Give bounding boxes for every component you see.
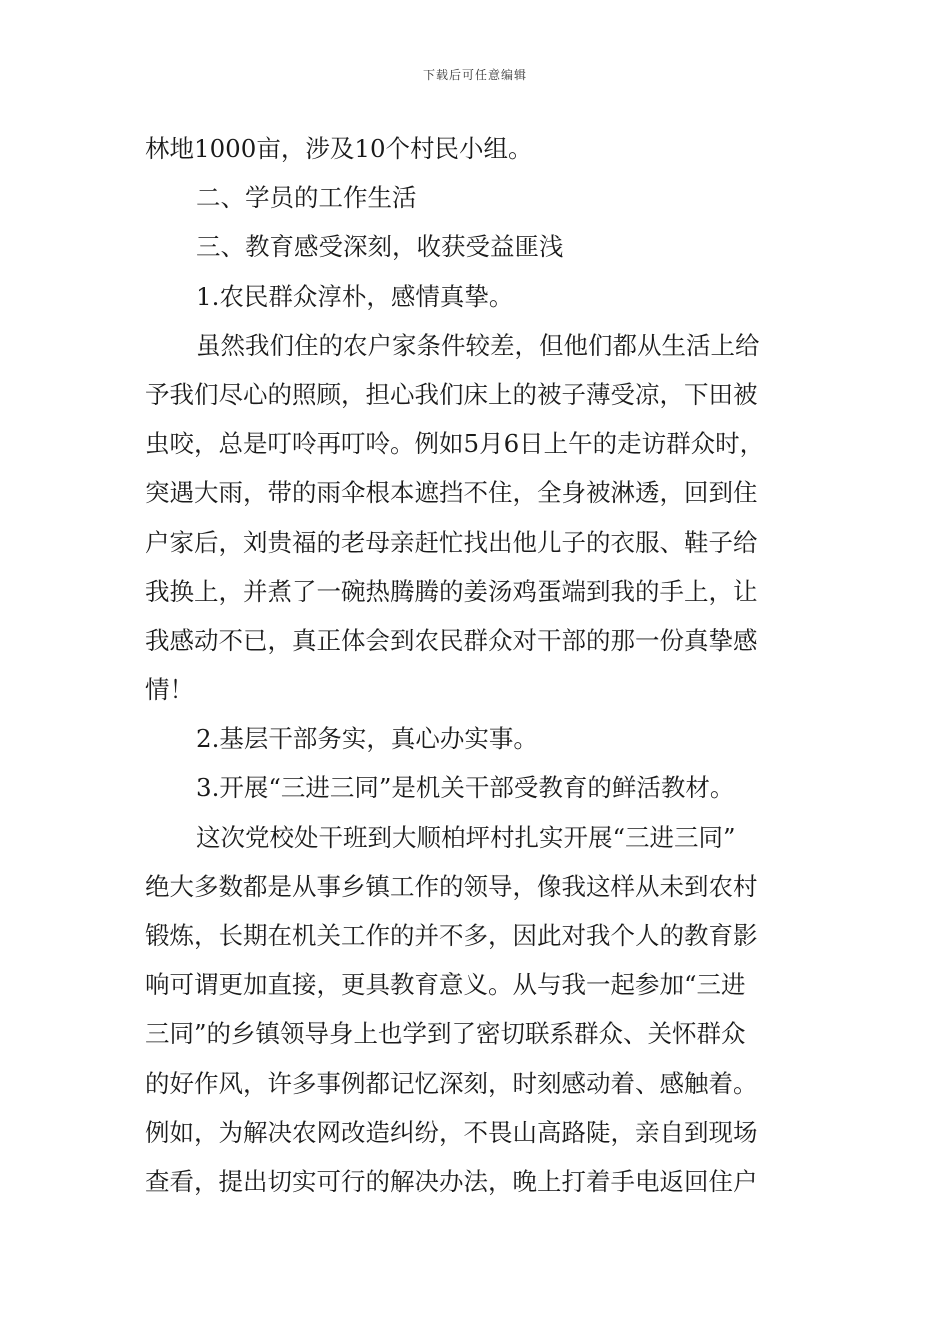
text-line: 突遇大雨，带的雨伞根本遮挡不住，全身被淋透，回到住 bbox=[145, 478, 758, 508]
text-line: 查看，提出切实可行的解决办法，晚上打着手电返回住户 bbox=[145, 1166, 758, 1196]
text-line: 二、学员的工作生活 bbox=[196, 183, 417, 213]
document-body bbox=[145, 124, 809, 1206]
page-header: 下载后可任意编辑 bbox=[422, 68, 527, 82]
text-line: 绝大多数都是从事乡镇工作的领导，像我这样从未到农村 bbox=[145, 871, 758, 901]
text-line: 林地1000亩，涉及10个村民小组。 bbox=[145, 134, 533, 163]
text-line: 3.开展“三进三同”是机关干部受教育的鲜活教材。 bbox=[196, 773, 735, 803]
text-line: 我感动不已，真正体会到农民群众对干部的那一份真挚感 bbox=[145, 625, 758, 655]
text-line: 响可谓更加直接，更具教育意义。从与我一起参加“三进 bbox=[145, 970, 746, 1000]
text-line: 1.农民群众淳朴，感情真挚。 bbox=[196, 281, 514, 311]
text-line: 三、教育感受深刻，收获受益匪浅 bbox=[196, 232, 564, 262]
text-line: 2.基层干部务实，真心办实事。 bbox=[196, 724, 538, 754]
text-line: 户家后，刘贵福的老母亲赶忙找出他儿子的衣服、鞋子给 bbox=[145, 527, 758, 557]
text-line: 这次党校处干班到大顺柏坪村扎实开展“三进三同” bbox=[196, 822, 736, 852]
text-line: 情！ bbox=[145, 675, 194, 705]
text-line: 我换上，并煮了一碗热腾腾的姜汤鸡蛋端到我的手上，让 bbox=[145, 576, 758, 606]
text-line: 虫咬，总是叮呤再叮呤。例如5月6日上午的走访群众时， bbox=[145, 429, 765, 459]
text-line: 的好作风，许多事例都记忆深刻，时刻感动着、感触着。 bbox=[145, 1068, 758, 1098]
text-line: 三同”的乡镇领导身上也学到了密切联系群众、关怀群众 bbox=[145, 1019, 746, 1049]
text-line: 虽然我们住的农户家条件较差，但他们都从生活上给 bbox=[196, 330, 760, 360]
text-line: 例如，为解决农网改造纠纷，不畏山高路陡，亲自到现场 bbox=[145, 1117, 758, 1147]
text-line: 锻炼，长期在机关工作的并不多，因此对我个人的教育影 bbox=[145, 921, 758, 950]
text-line: 予我们尽心的照顾，担心我们床上的被子薄受凉，下田被 bbox=[145, 379, 758, 409]
